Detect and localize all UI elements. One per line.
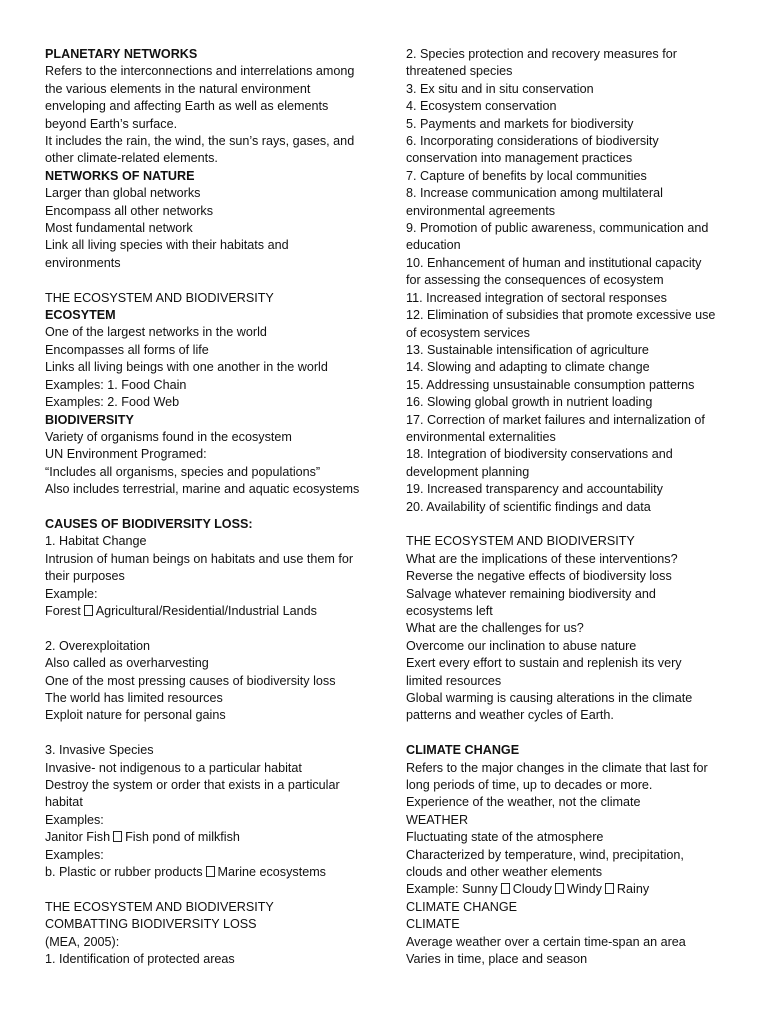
blank-line <box>45 881 375 898</box>
text-line: Variety of organisms found in the ecosystem <box>45 429 292 444</box>
text-line: 17. Correction of market failures and internalization of <box>406 412 705 427</box>
text-line: UN Environment Programed: <box>45 447 207 462</box>
text-line: 18. Integration of biodiversity conservations and <box>406 447 673 462</box>
text-line: 3. Invasive Species <box>45 743 154 758</box>
section-heading: PLANETARY NETWORKS <box>45 47 198 61</box>
blank-line <box>406 516 726 533</box>
text-fragment: Janitor Fish <box>45 830 111 845</box>
text-line: What are the implications of these interventions? <box>406 551 678 566</box>
text-line: 6. Incorporating considerations of biodiversity <box>406 134 659 149</box>
arrow-placeholder-icon <box>501 883 510 894</box>
text-line: THE ECOSYSTEM AND BIODIVERSITY <box>45 290 274 305</box>
text-fragment: Cloudy <box>512 882 552 897</box>
text-line: 9. Promotion of public awareness, communication and <box>406 221 709 236</box>
text-line: CLIMATE <box>406 917 460 932</box>
text-fragment: Marine ecosystems <box>217 865 326 880</box>
text-line <box>45 864 375 881</box>
arrow-placeholder-icon <box>605 883 614 894</box>
text-line: What are the challenges for us? <box>406 621 584 636</box>
text-line: 7. Capture of benefits by local communities <box>406 168 647 183</box>
text-line: 20. Availability of scientific findings and data <box>406 499 651 514</box>
text-line: One of the largest networks in the world <box>45 325 267 340</box>
text-line: Salvage whatever remaining biodiversity and <box>406 586 656 601</box>
text-line: Exert every effort to sustain and replenish its very <box>406 656 682 671</box>
right-column <box>406 46 726 969</box>
text-line: 16. Slowing global growth in nutrient loading <box>406 395 653 410</box>
text-line: CLIMATE CHANGE <box>406 899 518 914</box>
section-heading: NETWORKS OF NATURE <box>45 168 195 183</box>
text-line: Examples: <box>45 847 104 862</box>
text-line: development planning <box>406 464 530 479</box>
blank-line <box>406 725 726 742</box>
text-line: COMBATTING BIODIVERSITY LOSS <box>45 917 257 932</box>
arrow-placeholder-icon <box>555 883 564 894</box>
text-line: habitat <box>45 795 83 810</box>
text-line: for assessing the consequences of ecosystem <box>406 273 664 288</box>
text-line: 8. Increase communication among multilateral <box>406 186 663 201</box>
arrow-placeholder-icon <box>113 831 122 842</box>
text-line: Example: <box>45 586 98 601</box>
text-line: long periods of time, up to decades or more. <box>406 778 653 793</box>
text-line: the various elements in the natural environment <box>45 81 311 96</box>
text-line: beyond Earth’s surface. <box>45 116 178 131</box>
text-line: clouds and other weather elements <box>406 865 603 880</box>
text-line: Links all living beings with one another in the world <box>45 360 328 375</box>
text-line: their purposes <box>45 569 125 584</box>
text-line: Experience of the weather, not the climate <box>406 795 641 810</box>
text-line: environmental externalities <box>406 429 556 444</box>
text-line: 4. Ecosystem conservation <box>406 99 557 114</box>
text-line: Most fundamental network <box>45 221 193 236</box>
text-line <box>406 881 726 898</box>
section-heading: BIODIVERSITY <box>45 412 134 427</box>
text-line: Examples: <box>45 812 104 827</box>
blank-line <box>45 499 375 516</box>
text-line: 10. Enhancement of human and institutional capacity <box>406 255 702 270</box>
text-line: Encompass all other networks <box>45 203 213 218</box>
text-line: Also includes terrestrial, marine and aquatic ecosystems <box>45 482 360 497</box>
text-line: threatened species <box>406 64 513 79</box>
text-line: limited resources <box>406 673 502 688</box>
text-line: THE ECOSYSTEM AND BIODIVERSITY <box>406 534 635 549</box>
text-line: 1. Habitat Change <box>45 534 147 549</box>
blank-line <box>45 272 375 289</box>
text-line: 1. Identification of protected areas <box>45 952 235 967</box>
section-heading: ECOSYTEM <box>45 308 116 323</box>
text-line: Refers to the interconnections and interrelations among <box>45 64 355 79</box>
text-line: Characterized by temperature, wind, precipitation, <box>406 847 684 862</box>
text-line: of ecosystem services <box>406 325 530 340</box>
text-line: 14. Slowing and adapting to climate change <box>406 360 650 375</box>
text-line: conservation into management practices <box>406 151 633 166</box>
arrow-placeholder-icon <box>206 866 215 877</box>
text-line: Varies in time, place and season <box>406 952 588 967</box>
text-line: 15. Addressing unsustainable consumption patterns <box>406 377 695 392</box>
text-line: Refers to the major changes in the climate that last for <box>406 760 708 775</box>
text-line: Link all living species with their habitats and <box>45 238 289 253</box>
text-line: “Includes all organisms, species and populations” <box>45 464 321 479</box>
text-fragment: Forest <box>45 603 81 618</box>
text-line: (MEA, 2005): <box>45 934 120 949</box>
text-line: environments <box>45 255 121 270</box>
text-line: Reverse the negative effects of biodiversity loss <box>406 569 672 584</box>
text-line: ecosystems left <box>406 603 493 618</box>
text-line: Exploit nature for personal gains <box>45 708 226 723</box>
text-line: 11. Increased integration of sectoral responses <box>406 290 667 305</box>
text-line: 2. Overexploitation <box>45 638 151 653</box>
text-fragment: Example: Sunny <box>406 882 498 897</box>
text-line: 13. Sustainable intensification of agriculture <box>406 342 649 357</box>
text-line: Examples: 1. Food Chain <box>45 377 187 392</box>
text-line: Larger than global networks <box>45 186 201 201</box>
text-line: 3. Ex situ and in situ conservation <box>406 81 594 96</box>
text-fragment: Agricultural/Residential/Industrial Lands <box>95 603 317 618</box>
arrow-placeholder-icon <box>84 605 93 616</box>
text-line: THE ECOSYSTEM AND BIODIVERSITY <box>45 899 274 914</box>
left-column <box>45 46 375 968</box>
text-line: The world has limited resources <box>45 690 223 705</box>
text-line: 2. Species protection and recovery measures for <box>406 47 677 61</box>
text-line: One of the most pressing causes of biodiversity loss <box>45 673 336 688</box>
text-line: patterns and weather cycles of Earth. <box>406 708 614 723</box>
text-line: WEATHER <box>406 812 469 827</box>
text-line: Global warming is causing alterations in the climate <box>406 691 693 706</box>
blank-line <box>45 725 375 742</box>
text-line: It includes the rain, the wind, the sun’s rays, gases, and <box>45 134 355 149</box>
text-line: Overcome our inclination to abuse nature <box>406 638 637 653</box>
text-fragment: Rainy <box>616 882 650 897</box>
text-line <box>45 603 375 620</box>
text-line <box>45 829 375 846</box>
text-fragment: b. Plastic or rubber products <box>45 865 203 880</box>
text-line: Intrusion of human beings on habitats and use them for <box>45 551 354 566</box>
text-line: Invasive- not indigenous to a particular habitat <box>45 760 302 775</box>
text-line: Fluctuating state of the atmosphere <box>406 830 604 845</box>
text-line: Also called as overharvesting <box>45 656 209 671</box>
text-fragment: Fish pond of milkfish <box>125 830 240 845</box>
text-line: 19. Increased transparency and accountability <box>406 482 663 497</box>
text-line: Average weather over a certain time-span an area <box>406 934 686 949</box>
section-heading: CAUSES OF BIODIVERSITY LOSS: <box>45 516 253 531</box>
text-line: Examples: 2. Food Web <box>45 395 180 410</box>
text-line: 12. Elimination of subsidies that promote excessive use <box>406 308 716 323</box>
section-heading: CLIMATE CHANGE <box>406 743 520 758</box>
text-line: Encompasses all forms of life <box>45 342 209 357</box>
text-line: Destroy the system or order that exists in a particular <box>45 778 340 792</box>
text-line: enveloping and affecting Earth as well as elements <box>45 99 329 114</box>
blank-line <box>45 620 375 637</box>
text-line: 5. Payments and markets for biodiversity <box>406 116 634 131</box>
text-line: other climate-related elements. <box>45 151 218 166</box>
text-fragment: Windy <box>566 882 602 897</box>
text-line: environmental agreements <box>406 203 556 218</box>
text-line: education <box>406 238 461 253</box>
